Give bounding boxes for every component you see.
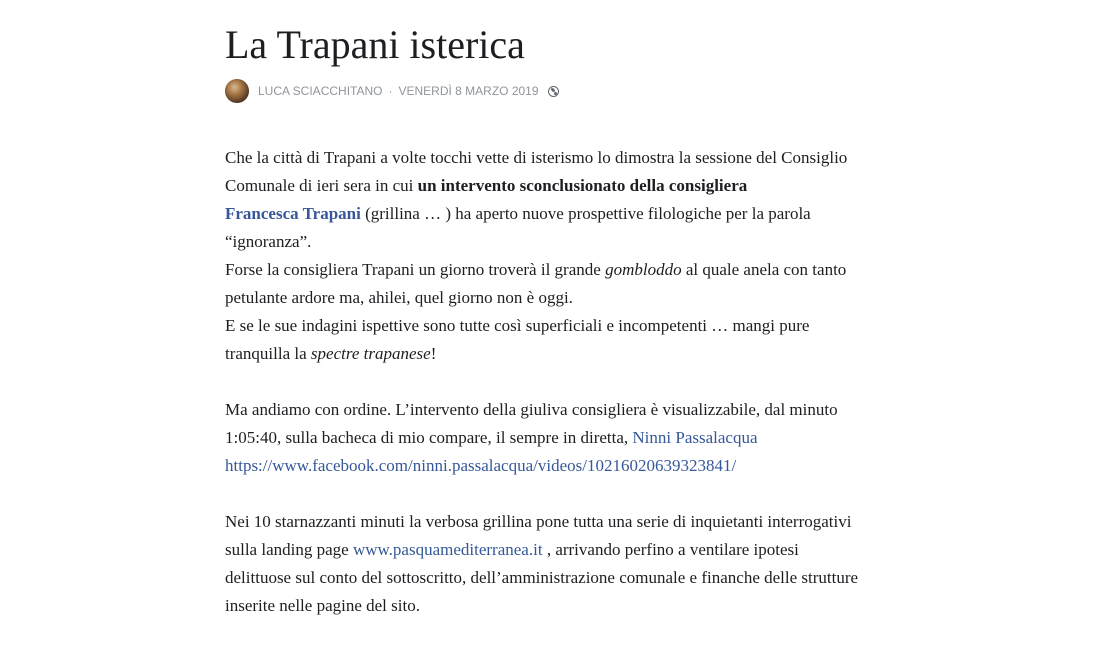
text-line: “ignoranza”. — [225, 232, 312, 251]
text-line: tranquilla la spectre trapanese! — [225, 344, 437, 363]
globe-icon[interactable] — [548, 86, 559, 97]
text-line: petulante ardore ma, ahilei, quel giorno non è oggi. — [225, 288, 573, 307]
article-title: La Trapani isterica — [225, 22, 525, 67]
publish-date[interactable]: VENERDÌ 8 MARZO 2019 — [398, 84, 539, 98]
text-line: Che la città di Trapani a volte tocchi vette di isterismo lo dimostra la sessione del Consiglio — [225, 148, 848, 167]
link-francesca-trapani[interactable]: Francesca Trapani — [225, 204, 361, 223]
meta-separator: · — [388, 84, 393, 98]
italic-text: spectre trapanese — [310, 344, 431, 363]
text-line: Francesca Trapani (grillina … ) ha aperto nuove prospettive filologiche per la parola — [225, 204, 811, 223]
link-facebook-video[interactable]: https://www.facebook.com/ninni.passalacqua/videos/10216020639323841/ — [225, 456, 737, 475]
paragraph-1 — [225, 144, 935, 368]
article-meta — [225, 78, 945, 104]
text-line: E se le sue indagini ispettive sono tutte così superficiali e incompetenti … mangi pure — [225, 316, 810, 335]
author-name[interactable]: LUCA SCIACCHITANO — [258, 84, 383, 98]
bold-text: un intervento sconclusionato della consigliera — [417, 176, 748, 195]
paragraph-3 — [225, 508, 935, 620]
text-line: Forse la consigliera Trapani un giorno troverà il grande gombloddo al quale anela con tanto — [225, 260, 847, 279]
text-line: Comunale di ieri sera in cui un intervento sconclusionato della consigliera — [225, 176, 748, 195]
paragraph-2 — [225, 396, 935, 480]
text-line: 1:05:40, sulla bacheca di mio compare, il sempre in diretta, Ninni Passalacqua — [225, 428, 758, 447]
text-line: Nei 10 starnazzanti minuti la verbosa grillina pone tutta una serie di inquietanti interrogativi — [225, 512, 852, 531]
text-line: inserite nelle pagine del sito. — [225, 596, 420, 615]
italic-text: gombloddo — [605, 260, 682, 279]
text-line: Ma andiamo con ordine. L’intervento della giuliva consigliera è visualizzabile, dal minuto — [225, 400, 838, 419]
text-line: delittuose sul conto del sottoscritto, dell’amministrazione comunale e finanche delle strutture — [225, 568, 859, 587]
text-line: sulla landing page www.pasquamediterranea.it , arrivando perfino a ventilare ipotesi — [225, 540, 799, 559]
link-pasquamediterranea[interactable]: www.pasquamediterranea.it — [352, 540, 543, 559]
article — [225, 0, 945, 648]
article-body — [225, 144, 935, 620]
link-ninni-passalacqua[interactable]: Ninni Passalacqua — [632, 428, 758, 447]
author-avatar[interactable] — [225, 79, 249, 103]
text-line — [225, 452, 935, 480]
